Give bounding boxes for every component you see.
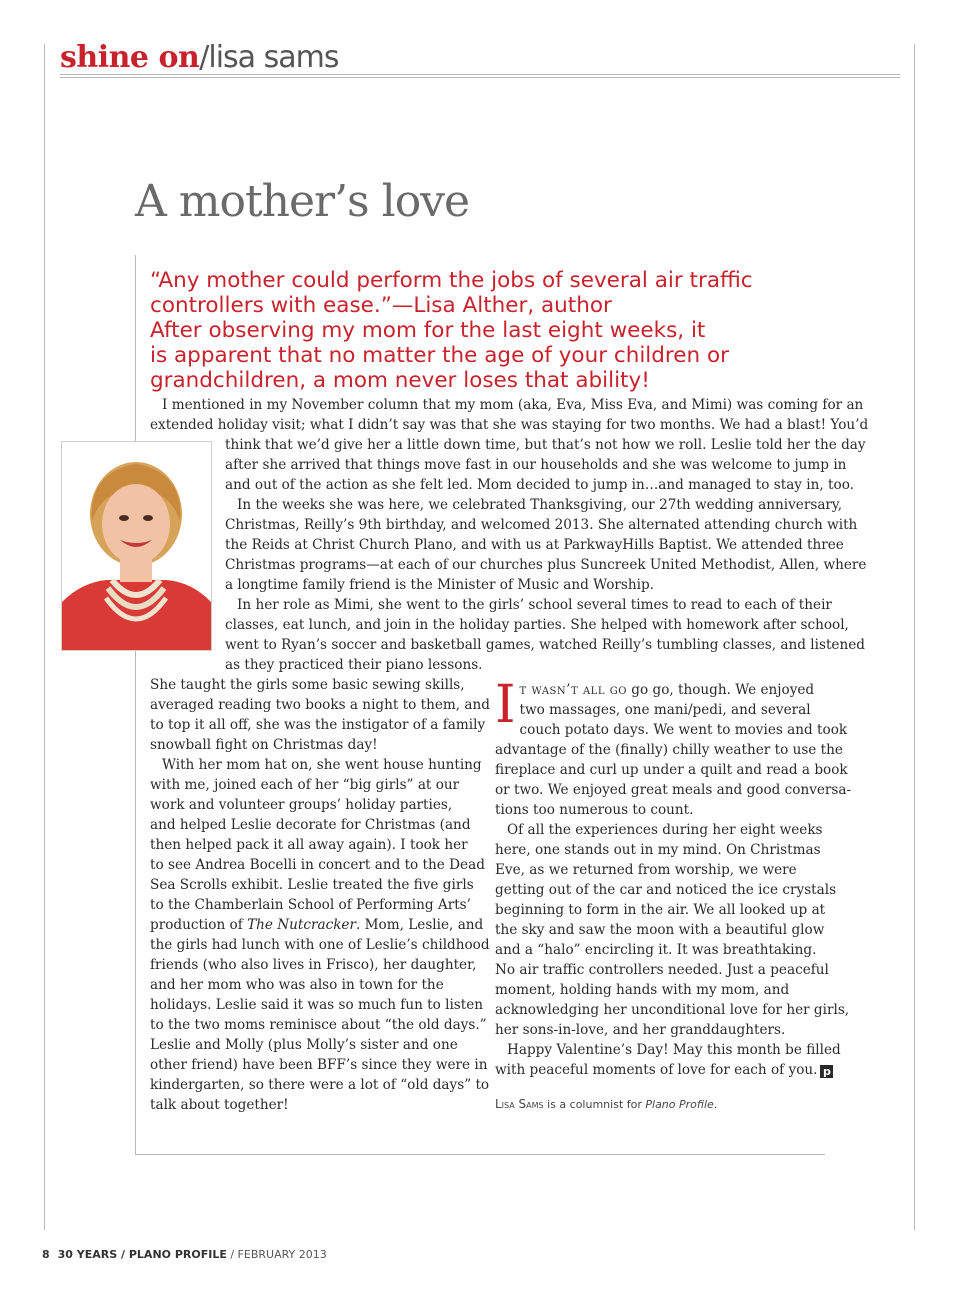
- body-line: to the two moms reminisce about “the old days.”: [150, 1017, 487, 1033]
- italic-title: The Nutcracker: [247, 917, 356, 933]
- body-line: moment, holding hands with my mom, and: [495, 982, 790, 998]
- body-line: other friend) have been BFF’s since they were in: [150, 1057, 488, 1073]
- body-line: as they practiced their piano lessons.: [225, 657, 483, 673]
- left-column: [150, 675, 490, 1115]
- footer-date: FEBRUARY 2013: [237, 1248, 327, 1261]
- body-line: after she arrived that things move fast in our households and she was welcome to jump in: [225, 457, 847, 473]
- body-line: friends (who also lives in Frisco), her daughter,: [150, 957, 477, 973]
- body-line: tions too numerous to count.: [495, 802, 694, 818]
- footer-publication: 30 YEARS / PLANO PROFILE: [57, 1248, 227, 1261]
- right-margin-rule: [914, 44, 915, 1230]
- article-title: A mother’s love: [135, 176, 470, 227]
- body-line: acknowledging her unconditional love for her girls,: [495, 1002, 850, 1018]
- bio-text: is a columnist for: [543, 1098, 646, 1111]
- body-line: the girls had lunch with one of Leslie’s childhood: [150, 937, 490, 953]
- body-line: went to Ryan’s soccer and basketball games, watched Reilly’s tumbling classes, and listened: [225, 637, 865, 653]
- body-line: She taught the girls some basic sewing skills,: [150, 677, 465, 693]
- section-brand: shine on: [60, 40, 200, 75]
- section-header: [60, 40, 338, 76]
- body-line: or two. We enjoyed great meals and good conversa-: [495, 782, 852, 798]
- pull-quote-line: is apparent that no matter the age of your children or: [150, 343, 729, 368]
- body-line: In her role as Mimi, she went to the girls’ school several times to read to each of their: [237, 597, 832, 613]
- body-line: averaged reading two books a night to them, and: [150, 697, 490, 713]
- page-number: 8: [42, 1248, 50, 1261]
- footer-separator: /: [226, 1248, 238, 1261]
- body-line: extended holiday visit; what I didn’t say was that she was staying for two months. We had a blast! You’d: [150, 417, 869, 433]
- author-portrait-illustration: [62, 442, 211, 650]
- page-footer: [42, 1247, 327, 1263]
- end-mark-icon: p: [820, 1065, 833, 1078]
- pull-quote-line: After observing my mom for the last eight weeks, it: [150, 318, 706, 343]
- body-line: Sea Scrolls exhibit. Leslie treated the five girls: [150, 877, 474, 893]
- body-intro-full: [150, 395, 868, 435]
- body-line: With her mom hat on, she went house hunting: [162, 757, 482, 773]
- body-line: production of The Nutcracker. Mom, Leslie, and: [150, 917, 484, 933]
- body-line: think that we’d give her a little down time, but that’s not how we roll. Leslie told her the day: [225, 437, 866, 453]
- left-margin-rule: [44, 44, 45, 1230]
- body-line: with peaceful moments of love for each of you.: [495, 1062, 818, 1078]
- body-line: Eve, as we returned from worship, we were: [495, 862, 797, 878]
- drop-cap-paragraph: [495, 675, 848, 740]
- body-line: two massages, one mani/pedi, and several: [519, 702, 811, 718]
- pull-quote-line: “Any mother could perform the jobs of several air traffic: [150, 268, 753, 293]
- body-line: No air traffic controllers needed. Just a peaceful: [495, 962, 829, 978]
- header-slash: /: [199, 40, 209, 75]
- body-line: advantage of the (finally) chilly weather to use the: [495, 742, 843, 758]
- body-line: snowball fight on Christmas day!: [150, 737, 378, 753]
- body-line: Leslie and Molly (plus Molly’s sister and one: [150, 1037, 458, 1053]
- body-line: her sons-in-love, and her granddaughters.: [495, 1022, 786, 1038]
- body-line: and a “halo” encircling it. It was breathtaking.: [495, 942, 817, 958]
- body-line: Christmas, Reilly’s 9th birthday, and welcomed 2013. She alternated attending church with: [225, 517, 858, 533]
- header-rule-bottom: [60, 77, 900, 78]
- lead-in-rest: go go, though. We enjoyed: [626, 682, 815, 698]
- pull-quote: [150, 268, 830, 393]
- body-line: In the weeks she was here, we celebrated Thanksgiving, our 27th wedding anniversary,: [237, 497, 843, 513]
- right-column: [495, 675, 852, 1080]
- body-line: a longtime family friend is the Minister of Music and Worship.: [225, 577, 654, 593]
- body-line: I mentioned in my November column that my mom (aka, Eva, Miss Eva, and Mimi) was coming for an: [162, 397, 864, 413]
- bio-name: Lisa Sams: [495, 1097, 544, 1111]
- drop-cap: I: [495, 675, 516, 735]
- author-bio: [495, 1096, 717, 1113]
- article-frame-bottom-rule: [135, 1154, 825, 1155]
- lead-in-smallcaps: t wasn’t all go: [519, 682, 627, 698]
- body-line: and helped Leslie decorate for Christmas (and: [150, 817, 471, 833]
- body-line: the sky and saw the moon with a beautiful glow: [495, 922, 825, 938]
- pull-quote-line: controllers with ease.”—Lisa Alther, author: [150, 293, 612, 318]
- pull-quote-line: grandchildren, a mom never loses that ability!: [150, 368, 650, 393]
- body-line: kindergarten, so there were a lot of “old days” to: [150, 1077, 490, 1093]
- body-line: and out of the action as she felt led. Mom decided to jump in…and managed to stay in, too.: [225, 477, 854, 493]
- article-frame-left-rule: [135, 255, 136, 1155]
- body-line: with me, joined each of her “big girls” at our: [150, 777, 460, 793]
- body-line: Of all the experiences during her eight weeks: [507, 822, 823, 838]
- body-line: here, one stands out in my mind. On Christmas: [495, 842, 821, 858]
- body-line: the Reids at Christ Church Plano, and with us at ParkwayHills Baptist. We attended three: [225, 537, 844, 553]
- body-line: to the Chamberlain School of Performing Arts’: [150, 897, 471, 913]
- body-line: getting out of the car and noticed the ice crystals: [495, 882, 837, 898]
- body-line: talk about together!: [150, 1097, 289, 1113]
- body-line: classes, eat lunch, and join in the holiday parties. She helped with homework after school,: [225, 617, 849, 633]
- body-line: Christmas programs—at each of our churches plus Suncreek United Methodist, Allen, where: [225, 557, 867, 573]
- body-line: to top it all off, she was the instigator of a family: [150, 717, 486, 733]
- body-line: beginning to form in the air. We all looked up at: [495, 902, 826, 918]
- body-line: holidays. Leslie said it was so much fun to listen: [150, 997, 484, 1013]
- body-line: then helped pack it all away again). I took her: [150, 837, 468, 853]
- body-line: and her mom who was also in town for the: [150, 977, 444, 993]
- section-author: lisa sams: [208, 40, 339, 75]
- body-line: fireplace and curl up under a quilt and read a book: [495, 762, 848, 778]
- bio-publication: Plano Profile: [645, 1098, 714, 1111]
- author-photo: [61, 441, 212, 651]
- body-intro-indented: [225, 435, 866, 675]
- bio-end: .: [713, 1098, 718, 1111]
- body-line: Happy Valentine’s Day! May this month be filled: [507, 1042, 841, 1058]
- body-line: to see Andrea Bocelli in concert and to the Dead: [150, 857, 485, 873]
- body-line: couch potato days. We went to movies and took: [519, 722, 848, 738]
- body-line: work and volunteer groups’ holiday parties,: [150, 797, 453, 813]
